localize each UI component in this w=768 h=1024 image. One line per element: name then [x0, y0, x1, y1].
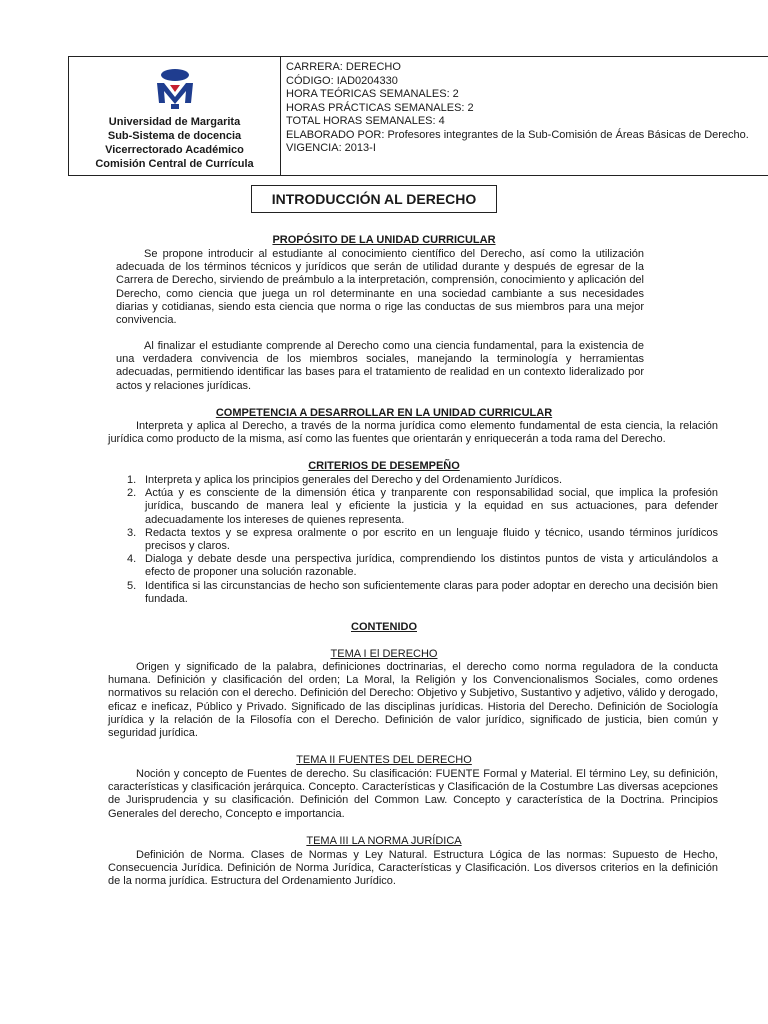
university-logo-icon — [151, 67, 199, 111]
topic-3-title: TEMA III LA NORMA JURÍDICA — [306, 835, 462, 847]
institution-name: Universidad de Margarita — [108, 116, 241, 128]
list-item-number: 2. — [127, 487, 137, 500]
purpose-paragraph-1: Se propone introducir al estudiante al conocimiento científico del Derecho, así como la utilización adecuada de los términos técnicos y jurídicos que serán de utilidad durante y después de egresar de la Carrera de Derecho, sirviendo de preámbulo a la interpretación, comprensión, conocimiento y aplicación del Derecho, como ciencia que juega un rol determinante en una sociedad cambiante a sus necesidades diarias y cotidianas, siendo esta ciencia que norma o rige las conductas de sus miembros para una mejor convivencia. — [116, 248, 644, 327]
list-item-text: Interpreta y aplica los principios generales del Derecho y del Ordenamiento Jurídicos. — [145, 474, 562, 486]
content-heading: CONTENIDO — [351, 621, 417, 633]
criteria-heading: CRITERIOS DE DESEMPEÑO — [308, 460, 460, 472]
practice-hours: HORAS PRÁCTICAS SEMANALES: 2 — [286, 101, 474, 114]
institution-cell — [69, 57, 281, 175]
total-hours: TOTAL HORAS SEMANALES: 4 — [286, 115, 445, 127]
topic-3-text: Definición de Norma. Clases de Normas y Ley Natural. Estructura Lógica de las normas: Supuesto de Hecho, Consecuencia Jurídica. Definición de Norma Jurídica, Características y Clasificación. Los diversos criterios en la definición de la norma jurídica. Estructura del Ordenamiento Jurídico. — [108, 849, 718, 888]
purpose-paragraph-2: Al finalizar el estudiante comprende al Derecho como una ciencia fundamental, para la existencia de una verdadera convivencia de los miembros sociales, manejando la terminología y herramientas adecuadas, permitiendo identificar las bases para el tratamiento de realidad en un contexto lideralizado por actos y relaciones jurídicas. — [116, 340, 644, 392]
list-item — [108, 580, 718, 606]
list-item — [108, 553, 718, 579]
list-item-number: 1. — [127, 474, 137, 486]
list-item-number: 4. — [127, 553, 137, 566]
validity-line: VIGENCIA: 2013-I — [286, 142, 376, 154]
institution-subsystem: Sub-Sistema de docencia — [107, 130, 242, 142]
list-item-text: Actúa y es consciente de la dimensión ética y tranparente con responsabilidad social, que implica la profesión jurídica, buscando de manera leal y eficiente la justicia y la equidad en sus actuaciones, para defender adecuadamente los intereses de quienes representa. — [145, 487, 718, 526]
course-code: CÓDIGO: IAD0204330 — [286, 74, 398, 87]
institution-commission: Comisión Central de Currícula — [95, 158, 254, 170]
list-item-text: Dialoga y debate desde una perspectiva jurídica, comprendiendo los distintos puntos de vista y articulándolos a efecto de proponer una solución razonable. — [145, 553, 718, 579]
list-item-text: Identifica si las circunstancias de hecho son suficientemente claras para poder adoptar en derecho una decisión bien fundada. — [145, 579, 718, 605]
header-table — [68, 56, 768, 176]
list-item — [108, 474, 718, 487]
criteria-list — [108, 474, 718, 606]
competence-heading: COMPETENCIA A DESARROLLAR EN LA UNIDAD CURRICULAR — [215, 407, 553, 419]
course-details-cell — [281, 57, 768, 175]
list-item — [108, 487, 718, 527]
institution-vicerrectorado: Vicerrectorado Académico — [105, 144, 244, 156]
course-title: INTRODUCCIÓN AL DERECHO — [251, 185, 497, 213]
topic-2-text: Noción y concepto de Fuentes de derecho. Su clasificación: FUENTE Formal y Material. El término Ley, su definición, características y clasificación jerárquica. Concepto. Características y Clasificación de la Costumbre Las diversas acepciones de Jurisprudencia y su clasificación. Definición del Common Law. Concepto y característica de la Doctrina. Principios Generales del derecho, Concepto e importancia. — [108, 768, 718, 820]
list-item-text: Redacta textos y se expresa oralmente o por escrito en un lenguaje fluido y técnico, usando términos jurídicos precisos y claros. — [145, 526, 718, 553]
topic-2-title: TEMA II FUENTES DEL DERECHO — [296, 754, 472, 766]
list-item-number: 3. — [127, 526, 137, 539]
purpose-heading: PROPÓSITO DE LA UNIDAD CURRICULAR — [272, 234, 496, 246]
topic-1-title: TEMA I El DERECHO — [330, 648, 438, 660]
list-item — [108, 527, 718, 553]
topic-1-text: Origen y significado de la palabra, definiciones doctrinarias, el derecho como norma reguladora de la conducta humana. Definición y clasificación del orden; La Moral, la Religión y los Convencionalismos Sociales, como ordenes normativos su relación con el derecho. Definición del Derecho: Objetivo y Subjetivo, Sustantivo y adjetivo, válido y derogado, eficaz e ineficaz, Público y Privado. Significado de las disciplinas jurídicas. Historia del Derecho. Definición de Sociología jurídica y la relación de la Filosofía con el Derecho. Definición de valor jurídico, significado de justicia, bien común y seguridad jurídica. — [108, 661, 718, 740]
theory-hours: HORA TEÓRICAS SEMANALES: 2 — [286, 88, 459, 100]
competence-paragraph: Interpreta y aplica al Derecho, a través de la norma jurídica como elemento fundamental de esta ciencia, la relación jurídica como producto de la misma, así como las fuentes que orientarán y enriquecerán a toda rama del Derecho. — [108, 420, 718, 446]
authors-line: ELABORADO POR: Profesores integrantes de la Sub-Comisión de Áreas Básicas de Derecho. — [286, 128, 749, 141]
list-item-number: 5. — [127, 579, 137, 592]
career-label: CARRERA: DERECHO — [286, 61, 401, 73]
